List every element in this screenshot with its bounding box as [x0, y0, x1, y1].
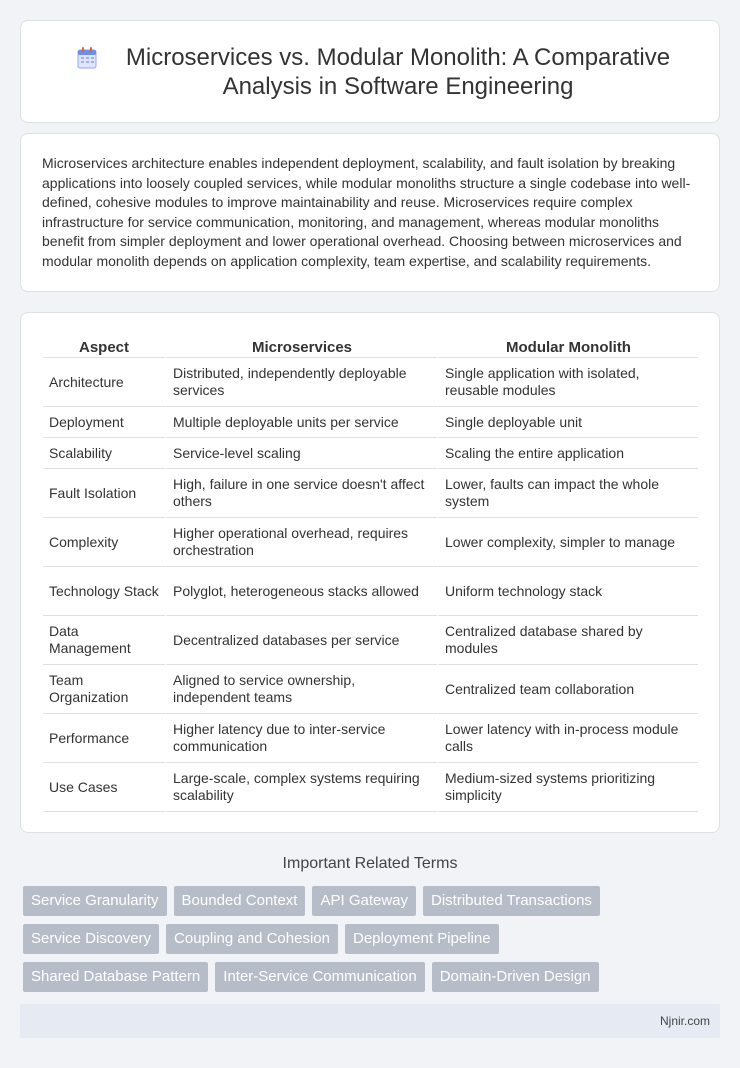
tag-service-discovery[interactable]: Service Discovery: [23, 924, 159, 954]
cell-modular-monolith: Single deployable unit: [437, 407, 698, 438]
cell-modular-monolith: Lower latency with in-process module calls: [437, 714, 698, 763]
cell-aspect: Fault Isolation: [43, 469, 165, 518]
tag-api-gateway[interactable]: API Gateway: [312, 886, 416, 916]
table-row: [43, 438, 698, 469]
comparison-table: [43, 333, 698, 812]
cell-aspect: Architecture: [43, 358, 165, 407]
tag-domain-driven-design[interactable]: Domain-Driven Design: [432, 962, 599, 992]
cell-modular-monolith: Scaling the entire application: [437, 438, 698, 469]
summary-card: [20, 133, 720, 292]
related-terms-title: Important Related Terms: [282, 855, 458, 872]
header-microservices: Microservices: [165, 333, 437, 358]
cell-modular-monolith: Centralized team collaboration: [437, 665, 698, 714]
cell-microservices: Distributed, independently deployable services: [165, 358, 437, 407]
cell-aspect: Data Management: [43, 616, 165, 665]
table-row: [43, 763, 698, 812]
tag-distributed-transactions[interactable]: Distributed Transactions: [423, 886, 600, 916]
cell-microservices: Multiple deployable units per service: [165, 407, 437, 438]
table-row: [43, 665, 698, 714]
cell-modular-monolith: Centralized database shared by modules: [437, 616, 698, 665]
cell-aspect: Use Cases: [43, 763, 165, 812]
cell-aspect: Complexity: [43, 518, 165, 567]
table-row: [43, 407, 698, 438]
footer-site[interactable]: Njnir.com: [659, 1014, 710, 1028]
comparison-table-card: [20, 312, 720, 833]
cell-aspect: Technology Stack: [43, 567, 165, 616]
cell-microservices: Service-level scaling: [165, 438, 437, 469]
table-row: [43, 358, 698, 407]
cell-modular-monolith: Lower, faults can impact the whole system: [437, 469, 698, 518]
cell-microservices: Higher latency due to inter-service communication: [165, 714, 437, 763]
table-row: [43, 567, 698, 616]
tag-deployment-pipeline[interactable]: Deployment Pipeline: [345, 924, 499, 954]
table-row: [43, 714, 698, 763]
cell-modular-monolith: Lower complexity, simpler to manage: [437, 518, 698, 567]
cell-aspect: Team Organization: [43, 665, 165, 714]
related-terms: [23, 886, 723, 1000]
footer: [20, 1004, 720, 1038]
tag-shared-database-pattern[interactable]: Shared Database Pattern: [23, 962, 208, 992]
header-modular-monolith: Modular Monolith: [437, 333, 698, 358]
cell-microservices: Decentralized databases per service: [165, 616, 437, 665]
cell-modular-monolith: Uniform technology stack: [437, 567, 698, 616]
page-title: Microservices vs. Modular Monolith: A Comparative Analysis in Software Engineering: [125, 44, 671, 100]
cell-microservices: Polyglot, heterogeneous stacks allowed: [165, 567, 437, 616]
tag-inter-service-communication[interactable]: Inter-Service Communication: [215, 962, 424, 992]
summary-text: Microservices architecture enables independent deployment, scalability, and fault isolation by breaking applications into loosely coupled services, while modular monoliths structure a single codebase into well-defined, cohesive modules to improve maintainability and reuse. Microservices require complex infrastructure for service communication, monitoring, and management, whereas modular monoliths benefit from simpler deployment and lower operational overhead. Choosing between microservices and modular monolith depends on application complexity, team expertise, and scalability requirements.: [42, 155, 691, 269]
tag-coupling-and-cohesion[interactable]: Coupling and Cohesion: [166, 924, 338, 954]
cell-aspect: Performance: [43, 714, 165, 763]
cell-modular-monolith: Single application with isolated, reusable modules: [437, 358, 698, 407]
cell-aspect: Scalability: [43, 438, 165, 469]
cell-microservices: Aligned to service ownership, independent teams: [165, 665, 437, 714]
table-row: [43, 616, 698, 665]
cell-modular-monolith: Medium-sized systems prioritizing simplicity: [437, 763, 698, 812]
table-row: [43, 518, 698, 567]
tag-service-granularity[interactable]: Service Granularity: [23, 886, 167, 916]
cell-microservices: Large-scale, complex systems requiring scalability: [165, 763, 437, 812]
cell-microservices: Higher operational overhead, requires orchestration: [165, 518, 437, 567]
cell-aspect: Deployment: [43, 407, 165, 438]
header-card: [20, 20, 720, 123]
header-aspect: Aspect: [43, 333, 165, 358]
table-row: [43, 469, 698, 518]
tag-bounded-context[interactable]: Bounded Context: [174, 886, 306, 916]
cell-microservices: High, failure in one service doesn't affect others: [165, 469, 437, 518]
